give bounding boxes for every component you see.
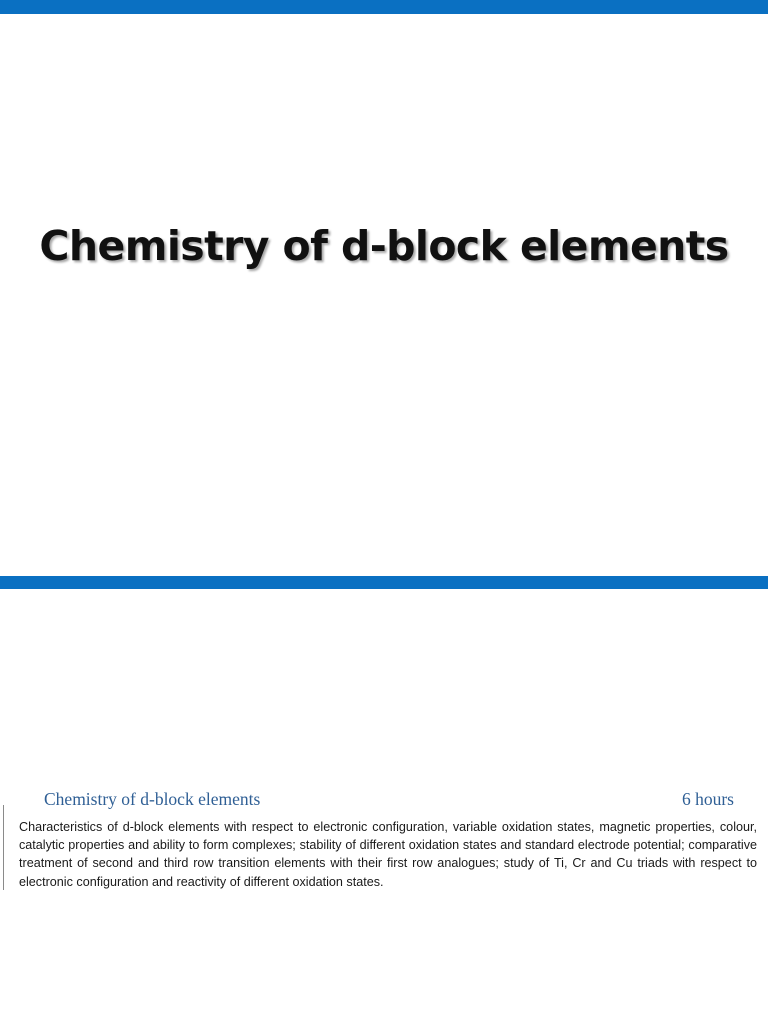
syllabus-slide <box>0 576 768 1024</box>
course-title: Chemistry of d-block elements <box>44 789 261 809</box>
top-accent-bar <box>0 0 768 14</box>
margin-line <box>3 805 4 890</box>
top-accent-bar <box>0 576 768 589</box>
syllabus-excerpt <box>10 784 760 891</box>
slide-title: Chemistry of d-block elements <box>39 222 729 270</box>
course-hours: 6 hours <box>681 789 734 809</box>
syllabus-header <box>10 784 760 812</box>
course-description: Characteristics of d-block elements with respect to electronic configuration, variable oxidation states, magnetic properties, colour, catalytic properties and ability to form complexes; stability of different oxidation states and standard electrode potential; comparative treatment of second and third row transition elements with their first row analogues; study of Ti, Cr and Cu triads with respect to electronic configuration and reactivity of different oxidation states. <box>19 820 757 889</box>
